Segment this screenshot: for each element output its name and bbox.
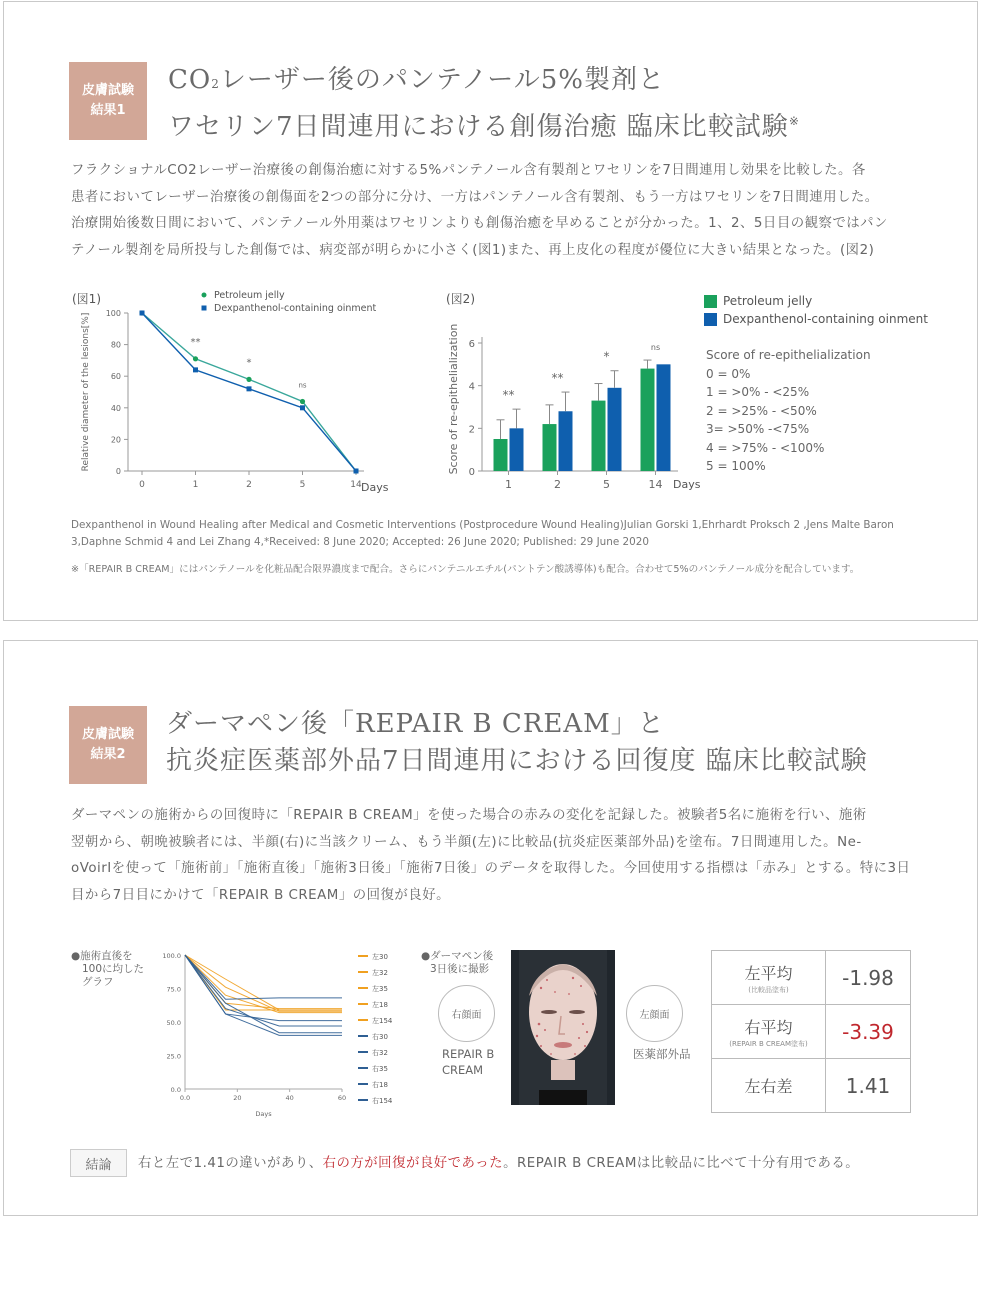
table-value-cell: -1.98 [826,951,911,1005]
legend-label: 左30 [372,953,388,961]
figure2-bar-chart [440,285,705,500]
body-line: テノール製剤を局所投与した創傷では、病変部が明らかに小さく(図1)また、再上皮化の程度が優位に大きい結果となった。(図2) [71,242,875,258]
series-line [185,955,342,999]
score-row: 3= >50% -<75% [706,422,810,436]
x-tick-label: 2 [246,480,252,490]
y-axis-label: Relative diameter of the lesions[%] [81,312,91,472]
y-tick-label: 20 [110,435,121,445]
legend-label: 左154 [372,1017,393,1025]
y-tick-label: 50.0 [166,1019,181,1027]
result2-description [71,803,910,909]
photo-note-line: ●ダーマペン後 [421,950,494,962]
significance-label: * [246,357,252,369]
body-line: フラクショナルCO2レーザー治療後の創傷治癒に対する5%パンテノール含有製剤とワセリンを7日間連用し効果を比較した。各 [71,163,866,178]
body-line: 翌朝から、朝晩被験者には、半顔(右)に当該クリーム、もう半顔(左)に比較品(抗炎症医薬部外品)を塗布。7日間連用した。Ne- [71,834,862,850]
title-line: ダーマペン後「REPAIR B CREAM」と [166,709,665,739]
x-axis-label: Days [673,478,701,491]
x-tick-label: 14 [350,480,362,490]
row-label: 左平均 [744,963,793,983]
significance-label: ns [298,381,307,390]
body-line: 目から7日目にかけて「REPAIR B CREAM」の回復が良好。 [71,887,450,903]
body-line: oVoirIを使って「施術前」「施術直後」「施術3日後」「施術7日後」のデータを取得した。今回使用する指標は「赤み」とする。特に3日 [71,861,911,876]
bar [559,411,573,471]
table-label-cell [712,951,826,1005]
y-axis-label: Score of re-epithelialization [447,323,460,475]
data-point [247,386,252,391]
graph-note-line: 100に均した [82,963,145,975]
y-tick-label: 80 [110,340,121,350]
reference-line: Dexpanthenol in Wound Healing after Medical and Cosmetic Interventions (Postprocedure Wound Healing)Julian Gorski 1,Ehrhardt Proksch 2 ,Jens Malte Baron [71,519,894,531]
conclusion-part: 右と左で1.41の違いがあり、 [138,1156,323,1171]
right-face-circle [438,985,495,1042]
bar [592,401,606,471]
reference-line: 3,Daphne Schmid 4 and Lei Zhang 4,*Received: 8 June 2020; Accepted: 26 June 2020; Published: 29 June 2020 [71,536,649,548]
series-line [142,313,356,471]
x-tick-label: 5 [603,478,610,491]
score-title: Score of re-epithelialization [706,348,871,362]
significance-label: ns [650,343,661,353]
title-text: ワセリン7日間連用における創傷治癒 臨床比較試験 [168,112,789,142]
legend-label: 左32 [372,969,388,977]
face-photo-illustration [511,950,615,1105]
left-product-label [633,1046,691,1062]
row-label: 右平均 [744,1017,793,1037]
body-line: ダーマペンの施術からの回復時に「REPAIR B CREAM」を使った場合の赤みの変化を記録した。被験者5名に施術を行い、施術 [71,808,867,823]
left-face-label: 左顔面 [639,1010,670,1021]
left-product-line: 医薬部外品 [633,1047,691,1061]
legend-label: 右30 [372,1033,388,1041]
legend-label: Dexpanthenol-containing oinment [214,303,377,314]
bar [510,428,524,471]
title-sub: 2 [211,77,220,91]
y-tick-label: 0 [468,467,475,478]
data-point [300,405,305,410]
y-tick-label: 60 [110,372,121,382]
body-line: 治療開始後数日間において、パンテノール外用薬はワセリンよりも創傷治癒を早めることが分かった。1、2、5日目の観察ではパン [71,216,888,231]
row-sublabel: (比較品塗布) [748,985,789,994]
conclusion-label: 結論 [70,1149,127,1177]
figure1-line-chart [64,285,404,500]
legend-swatch-green [704,295,717,308]
photo-note [421,950,493,976]
figure-label: (図2) [446,292,475,306]
legend-label: 右18 [372,1081,388,1089]
body-line: 患者においてレーザー治療後の創傷面を2つの部分に分け、一方はパンテノール含有製剤、もう一方はワセリンを7日間連用した。 [71,189,879,205]
right-product-label [442,1046,494,1078]
conclusion-highlight: 右の方が回復が良好であった [322,1156,504,1171]
x-axis-label: Days [361,481,389,494]
graph-note-line: ●施術直後を [71,950,133,962]
data-point [193,367,198,372]
data-point [140,311,145,316]
figure-label: (図1) [72,292,101,306]
right-product-line: CREAM [442,1063,484,1077]
bar [494,439,508,471]
y-tick-label: 100 [105,309,121,318]
data-point [300,399,305,404]
legend-marker [202,293,207,298]
significance-label: * [603,349,610,364]
score-row: 1 = >0% - <25% [706,385,810,399]
y-tick-label: 6 [468,339,475,350]
table-row [712,951,911,1005]
significance-label: ** [551,371,564,386]
footnote: ※「REPAIR B CREAM」にはパンテノールを化粧品配合限界濃度まで配合。さらにパンテニルエチル(パントテン酸誘導体)も配合。合わせて5%のパンテノール成分を配合しています。 [71,564,860,575]
row-label: 左右差 [744,1077,793,1096]
badge-line: 結果1 [90,103,126,118]
significance-label: ** [502,388,515,403]
figure2-legend [704,292,928,328]
legend-label: 右154 [372,1097,393,1105]
score-legend [706,346,871,476]
left-face-circle [626,985,683,1042]
bar [641,369,655,471]
bar [543,424,557,471]
result-table [711,950,911,1113]
graph-note [71,950,144,989]
face-photo [511,950,615,1105]
x-tick-label: 0 [139,480,145,490]
x-tick-label: 5 [299,480,306,490]
badge-line: 結果2 [90,747,126,762]
legend-label: Petroleum jelly [214,290,285,301]
conclusion-text [138,1152,859,1171]
x-tick-label: 1 [192,480,199,490]
right-face-label: 右顔面 [451,1010,482,1021]
graph-note-line: グラフ [82,976,114,988]
y-tick-label: 25.0 [166,1052,181,1061]
y-tick-label: 75.0 [166,985,181,994]
result2-title [166,706,868,780]
y-tick-label: 0.0 [170,1086,181,1094]
data-point [193,356,198,361]
y-tick-label: 2 [468,424,475,436]
table-value-cell: 1.41 [826,1059,911,1113]
x-tick-label: 40 [285,1094,294,1102]
result1-title [168,62,800,146]
table-label-cell [712,1005,826,1059]
reference [71,517,894,551]
right-product-line: REPAIR B [442,1047,495,1061]
result1-badge [69,62,147,140]
data-point [246,377,251,382]
y-tick-label: 100.0 [162,952,181,960]
redness-line-chart [160,945,405,1125]
x-tick-label: 2 [554,478,561,491]
legend-label: 右32 [372,1049,388,1057]
result2-badge [69,706,147,784]
score-row: 2 = >25% - <50% [706,403,817,418]
table-row [712,1005,911,1059]
x-tick-label: 20 [233,1094,242,1102]
bar [657,364,671,471]
table-label-cell [712,1059,826,1113]
y-tick-label: 0 [115,467,121,476]
score-row: 0 = 0% [706,366,751,381]
row-sublabel: (REPAIR B CREAM塗布) [729,1039,808,1048]
badge-line: 皮膚試験 [81,727,134,742]
series-line [142,313,356,471]
score-row: 5 = 100% [706,459,766,473]
table-value-cell-highlight: -3.39 [826,1005,911,1059]
title-mark: ※ [788,114,800,128]
legend-label: Dexpanthenol-containing oinment [723,312,928,326]
legend-swatch-blue [704,313,717,326]
title-text: CO [168,65,212,95]
x-axis-label: Days [255,1110,272,1118]
series-line [185,955,342,1035]
y-tick-label: 4 [468,381,475,393]
x-tick-label: 1 [505,478,512,491]
bar [608,388,622,471]
title-line: 抗炎症医薬部外品7日間連用における回復度 臨床比較試験 [166,746,868,776]
photo-note-line: 3日後に撮影 [430,963,490,975]
conclusion-part: 。REPAIR B CREAMは比較品に比べて十分有用である。 [503,1156,860,1171]
legend-label: 右35 [372,1065,388,1073]
data-point [354,469,359,474]
series-line [185,955,342,1026]
title-text: レーザー後のパンテノール5%製剤と [219,65,665,95]
legend-label: 左35 [372,985,388,993]
x-tick-label: 0.0 [179,1094,191,1102]
table-row [712,1059,911,1113]
result1-description [71,158,888,264]
legend-label: Petroleum jelly [723,294,813,308]
x-tick-label: 60 [337,1094,347,1102]
y-tick-label: 40 [110,403,121,413]
legend-label: 左18 [372,1001,388,1009]
legend-marker [202,306,207,311]
score-row: 4 = >75% - <100% [706,440,825,455]
significance-label: ** [190,336,201,348]
x-tick-label: 14 [648,478,663,491]
badge-line: 皮膚試験 [81,83,134,98]
